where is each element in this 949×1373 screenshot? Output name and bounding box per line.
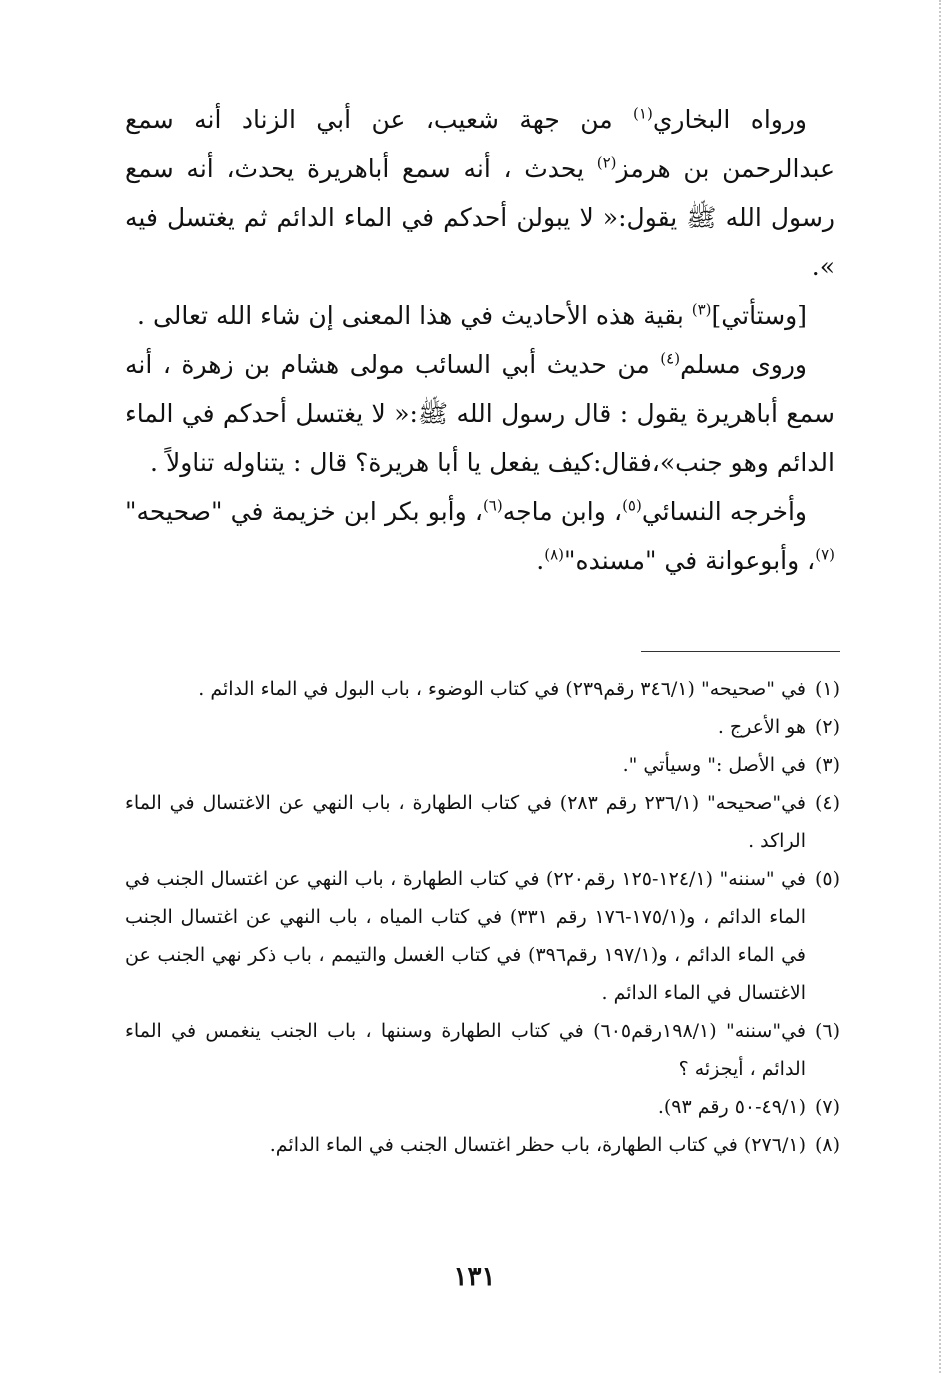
footnote-text: (٢٧٦/١) في كتاب الطهارة، باب حظر اغتسال الجنب في الماء الدائم. (269, 1134, 806, 1156)
footnote (125, 1088, 840, 1126)
text-run: وأخرجه النسائي (641, 497, 807, 526)
text-run: من حديث أبي السائب مولى هشام بن زهرة ، أنه سمع أباهريرة يقول : قال رسول الله ﷺ:« لا يغتسل أحدكم في الماء الدائم وهو جنب»،فقال:كيف يفعل يا أبا هريرة؟ قال : يتناوله تناولاً . (125, 350, 835, 477)
footnote-ref[interactable]: (٥) (622, 496, 642, 515)
text-run: يحدث ، أنه سمع أباهريرة يحدث، أنه سمع رسول الله ﷺ يقول:« لا يبولن أحدكم في الماء الدائم ثم يغتسل فيه ». (125, 154, 835, 281)
footnote-ref[interactable]: (٦) (482, 496, 503, 515)
text-run: . (536, 546, 545, 575)
footnote (125, 860, 840, 1012)
footnote-number: (٧) (814, 1096, 840, 1118)
footnote-text: في "سننه" (١٢٤/١-١٢٥ رقم٢٢٠) في كتاب الطهارة ، باب النهي عن اغتسال الجنب في الماء الدائم ، و(١٧٥/١-١٧٦ رقم ٣٣١) في كتاب المياه ، باب النهي عن اغتسال الجنب في الماء الدائم ، و(١٩٧/١ رقم٣٩٦) في كتاب الغسل والتيمم ، باب ذكر نهي الجنب عن الاغتسال في الماء الدائم . (125, 868, 807, 1004)
footnote-text: هو الأعرج . (717, 716, 806, 738)
text-run: بقية هذه الأحاديث في هذا المعنى إن شاء الله تعالى . (137, 301, 692, 330)
text-run: [وستأتي] (711, 301, 807, 330)
text-run: وروى مسلم (680, 350, 807, 379)
footnote-number: (٦) (814, 1020, 840, 1042)
footnote (125, 1126, 840, 1164)
footnote-ref[interactable]: (٨) (544, 545, 565, 564)
text-run: ، وأبوعوانة في "مسنده" (564, 546, 816, 575)
footnote-number: (٢) (814, 716, 840, 738)
footnote-ref[interactable]: (٧) (815, 545, 835, 564)
footnote-text: في"سننه" (١٩٨/١رقم٦٠٥) في كتاب الطهارة وسننها ، باب الجنب ينغمس في الماء الدائم ، أيجزئه ؟ (125, 1020, 806, 1080)
text-run: ورواه البخاري (652, 105, 807, 134)
paragraph (125, 95, 835, 291)
footnote-text: في "صحيحه" (٣٤٦/١ رقم٢٣٩) في كتاب الوضوء ، باب البول في الماء الدائم . (198, 678, 806, 700)
footnote (125, 670, 840, 708)
footnote (125, 784, 840, 860)
footnote (125, 708, 840, 746)
footnote-text: في"صحيحه" (٢٣٦/١ رقم ٢٨٣) في كتاب الطهارة ، باب النهي عن الاغتسال في الماء الراكد . (125, 792, 807, 852)
footnote-number: (١) (814, 678, 840, 700)
page-edge-dots (939, 0, 941, 1373)
paragraph (125, 487, 835, 585)
footnote (125, 746, 840, 784)
footnotes (125, 670, 840, 1164)
footnote-text: في الأصل :" وسيأتي ". (622, 754, 806, 776)
footnote-text: (٤٩/١-٥٠ رقم ٩٣). (657, 1096, 806, 1118)
page-number: ١٣١ (453, 1262, 496, 1292)
text-run: من جهة شعيب، عن أبي الزناد أنه سمع عبدالرحمن بن هرمز (125, 105, 835, 183)
paragraph (125, 291, 835, 340)
footnote-ref[interactable]: (١) (633, 104, 653, 123)
footnote-number: (٨) (814, 1134, 840, 1156)
footnote-number: (٣) (814, 754, 840, 776)
footnote-number: (٥) (814, 868, 840, 890)
footnote-ref[interactable]: (٤) (660, 349, 681, 368)
footnote-number: (٤) (814, 792, 840, 814)
footnote-ref[interactable]: (٣) (691, 300, 712, 319)
footnote-separator (641, 651, 840, 652)
main-text (125, 95, 835, 585)
footnote (125, 1012, 840, 1088)
paragraph (125, 340, 835, 487)
footnote-ref[interactable]: (٢) (596, 153, 617, 172)
text-run: ، وابن ماجه (502, 497, 623, 526)
text-run: ، وأبو بكر ابن خزيمة في "صحيحه" (125, 497, 483, 526)
